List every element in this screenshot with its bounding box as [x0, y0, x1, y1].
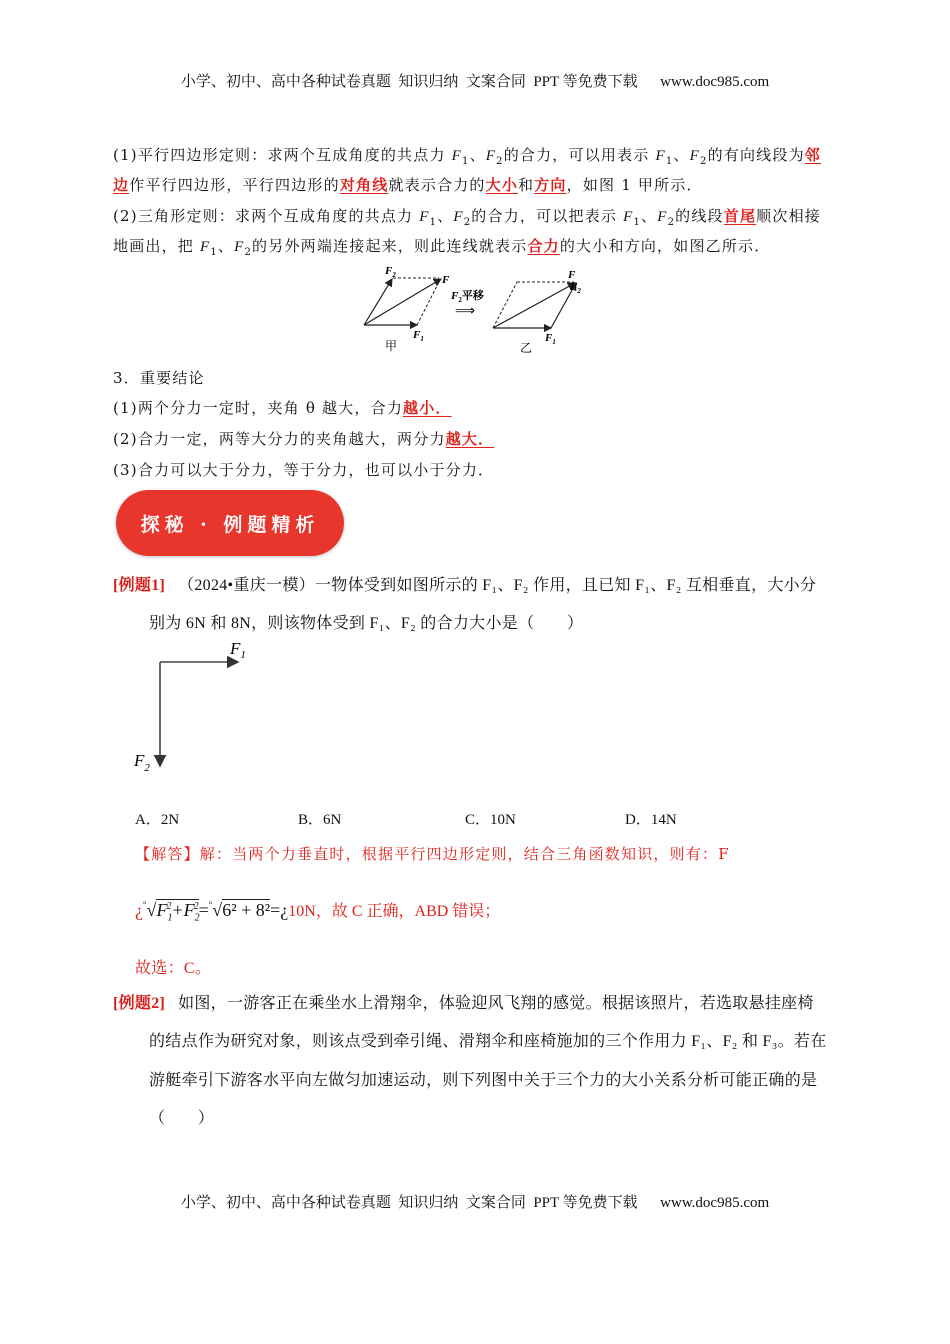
conclusion-item-2: (2)合力一定，两等大分力的夹角越大，两分力越大． [113, 430, 495, 448]
page-header: 小学、初中、高中各种试卷真题 知识归纳 文案合同 PPT 等免费下载 www.doc985.com [180, 74, 770, 90]
highlight-head-tail: 首尾 [723, 207, 757, 225]
svg-text:F2: $F_2$ [385, 265, 396, 279]
highlight-resultant: 合力 [527, 237, 560, 255]
svg-text:F1: $F_1$ [545, 332, 556, 346]
option-a: A．2N [135, 812, 180, 828]
example1-line1: [例题1] （2024•重庆一模）一物体受到如图所示的 F₁、F₂ 作用，且已知 F₁、F₂ 互相垂直，大小分 [113, 577, 817, 594]
highlight-diagonal: 对角线 [339, 176, 389, 194]
example2-line2: 的结点作为研究对象，则该点受到牵引绳、滑翔伞和座椅施加的三个作用力 F₁、F₂ 和 F₃。若在 [149, 1033, 827, 1050]
page-footer: 小学、初中、高中各种试卷真题 知识归纳 文案合同 PPT 等免费下载 www.doc985.com [180, 1195, 770, 1211]
solution-choice: 故选：C。 [135, 960, 212, 977]
conclusions-title: 3．重要结论 [113, 369, 205, 387]
parallelogram-rule-line2: 边作平行四边形，平行四边形的对角线就表示合力的大小和方向，如图 1 甲所示． [113, 176, 703, 194]
svg-text:F: F [442, 274, 450, 286]
svg-text:F1: $F_1$ [413, 329, 424, 343]
example2-line1: [例题2] 如图，一游客正在乘坐水上滑翔伞，体验迎风飞翔的感觉。根据该照片，若选取悬挂座椅 [113, 995, 814, 1012]
force-composition-figure [355, 262, 595, 357]
svg-text:F2平移: $F_2$平移 [451, 290, 484, 304]
perpendicular-forces-figure [130, 638, 260, 778]
conclusion-item-3: (3)合力可以大于分力，等于分力，也可以小于分力． [113, 461, 495, 479]
svg-text:F: F [568, 269, 576, 281]
conclusion-item-1: (1)两个分力一定时，夹角 θ 越大，合力越小． [113, 399, 452, 417]
example1-line2: 别为 6N 和 8N，则该物体受到 F₁、F₂ 的合力大小是（ ） [149, 615, 584, 632]
parallelogram-rule-line1: (1)平行四边形定则：求两个互成角度的共点力 $F_1$、$F_2$的合力，可以用表示 $F_1$、$F_2$的有向线段为邻 [113, 146, 821, 167]
solution-formula: ¿$^▫√F_1^2+F_2^2=^▫√6^2$ + 8²=¿10N，故 C 正确，ABD 错误； [135, 898, 501, 924]
option-c: C．10N [465, 812, 516, 828]
svg-text:F2: $F_2$ [134, 751, 150, 774]
shift-arrow: ⟹ [455, 304, 476, 319]
example2-tag: [例题2] [113, 995, 166, 1012]
svg-text:F2: $F_2$ [570, 281, 581, 295]
triangle-rule-line1: (2)三角形定则：求两个互成角度的共点力 $F_1$、$F_2$的合力，可以把表示 $F_1$、$F_2$的线段首尾顺次相接 [113, 207, 821, 228]
triangle-rule-line2: 地画出，把 $F_1$、$F_2$的另外两端连接起来，则此连线就表示合力的大小和方向，如图乙所示． [113, 237, 771, 258]
solution-line1: 【解答】解：当两个力垂直时，根据平行四边形定则，结合三角函数知识，则有：F [135, 845, 730, 863]
svg-text:F1: $F_1$ [230, 639, 246, 661]
highlight-size: 大小 [485, 176, 519, 194]
label-jia: 甲 [385, 339, 398, 353]
example2-line3: 游艇牵引下游客水平向左做匀加速运动，则下列图中关于三个力的大小关系分析可能正确的是 [149, 1072, 818, 1089]
option-d: D．14N [625, 812, 677, 828]
example1-tag: [例题1] [113, 577, 166, 594]
option-b: B．6N [298, 812, 342, 828]
label-yi: 乙 [520, 341, 533, 355]
example2-line4: （ ） [149, 1110, 215, 1127]
highlight-direction: 方向 [534, 176, 567, 194]
section-banner: 探秘 · 例题精析 [116, 490, 344, 556]
highlight-adjacent: 邻 [804, 146, 821, 164]
